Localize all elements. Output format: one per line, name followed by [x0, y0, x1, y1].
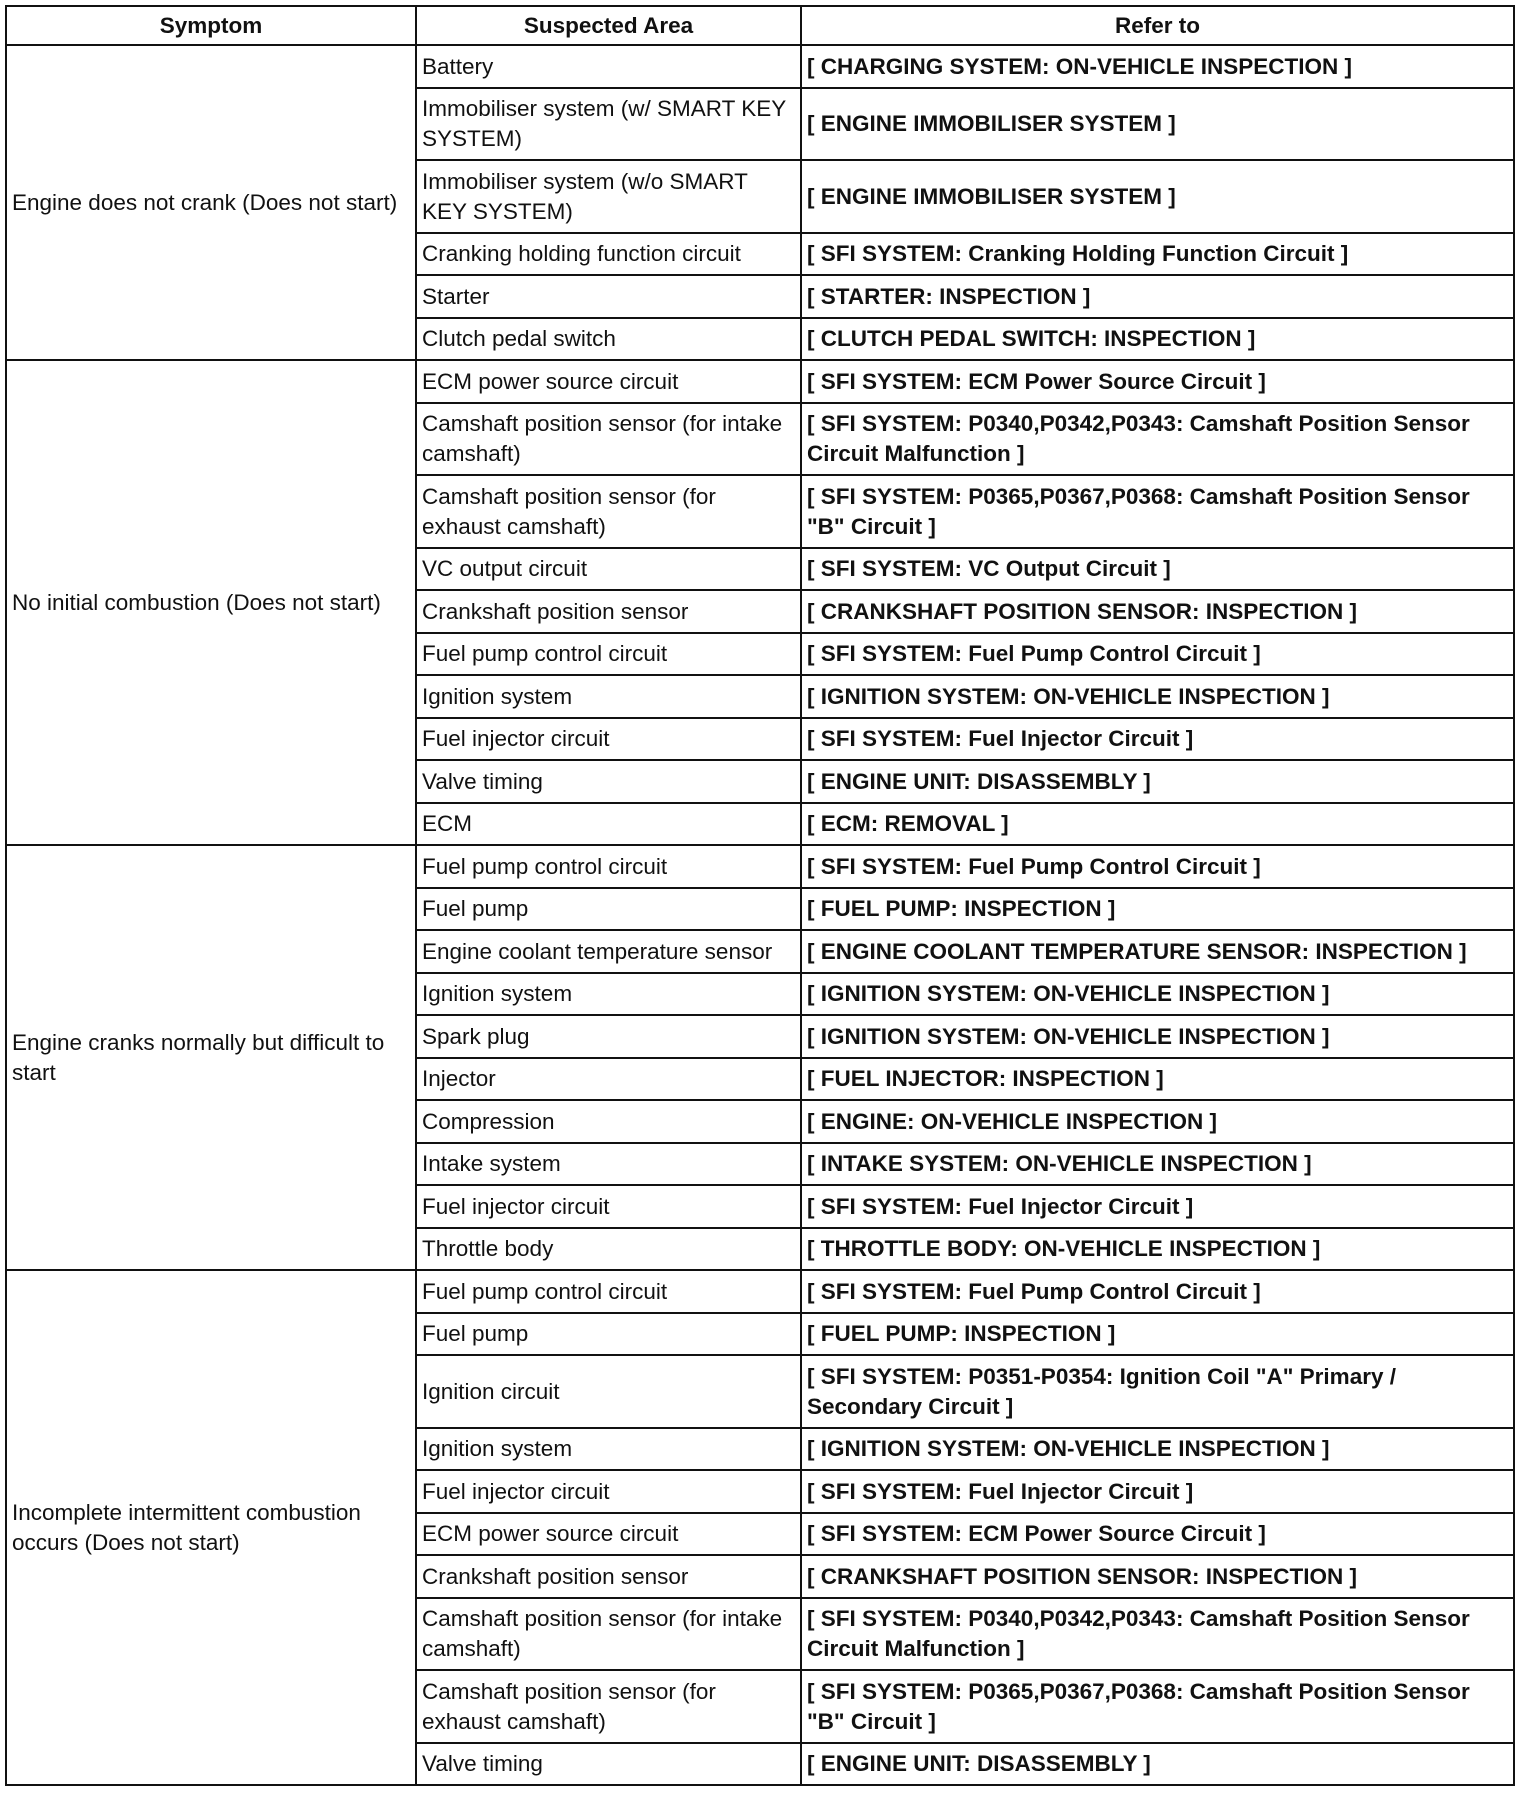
- refer-to-cell: [ ENGINE IMMOBILISER SYSTEM ]: [801, 88, 1514, 161]
- refer-to-cell: [ SFI SYSTEM: VC Output Circuit ]: [801, 548, 1514, 591]
- table-header-row: [6, 6, 1514, 45]
- suspected-area-cell: Ignition system: [416, 973, 801, 1016]
- suspected-area-cell: Battery: [416, 45, 801, 88]
- suspected-area-cell: Intake system: [416, 1143, 801, 1186]
- refer-to-cell: [ IGNITION SYSTEM: ON-VEHICLE INSPECTION ]: [801, 973, 1514, 1016]
- suspected-area-cell: Fuel pump control circuit: [416, 1270, 801, 1313]
- refer-to-cell: [ SFI SYSTEM: P0351-P0354: Ignition Coil "A" Primary / Secondary Circuit ]: [801, 1355, 1514, 1428]
- refer-to-cell: [ SFI SYSTEM: P0365,P0367,P0368: Camshaft Position Sensor "B" Circuit ]: [801, 475, 1514, 548]
- suspected-area-cell: Ignition system: [416, 1428, 801, 1471]
- suspected-area-cell: Immobiliser system (w/o SMART KEY SYSTEM): [416, 160, 801, 233]
- refer-to-cell: [ CRANKSHAFT POSITION SENSOR: INSPECTION ]: [801, 590, 1514, 633]
- refer-to-cell: [ ECM: REMOVAL ]: [801, 803, 1514, 846]
- suspected-area-cell: Camshaft position sensor (for exhaust camshaft): [416, 475, 801, 548]
- suspected-area-cell: Valve timing: [416, 1743, 801, 1786]
- suspected-area-cell: Fuel pump: [416, 888, 801, 931]
- refer-to-cell: [ ENGINE: ON-VEHICLE INSPECTION ]: [801, 1100, 1514, 1143]
- symptom-table: [5, 5, 1515, 1786]
- suspected-area-cell: Ignition circuit: [416, 1355, 801, 1428]
- symptom-cell: No initial combustion (Does not start): [6, 360, 416, 845]
- refer-to-cell: [ SFI SYSTEM: Fuel Pump Control Circuit ]: [801, 633, 1514, 676]
- refer-to-cell: [ CLUTCH PEDAL SWITCH: INSPECTION ]: [801, 318, 1514, 361]
- suspected-area-cell: Camshaft position sensor (for intake camshaft): [416, 1598, 801, 1671]
- refer-to-cell: [ SFI SYSTEM: P0340,P0342,P0343: Camshaft Position Sensor Circuit Malfunction ]: [801, 403, 1514, 476]
- refer-to-cell: [ SFI SYSTEM: ECM Power Source Circuit ]: [801, 360, 1514, 403]
- suspected-area-cell: Throttle body: [416, 1228, 801, 1271]
- suspected-area-cell: Fuel injector circuit: [416, 1185, 801, 1228]
- suspected-area-cell: Camshaft position sensor (for intake camshaft): [416, 403, 801, 476]
- suspected-area-cell: Fuel pump: [416, 1313, 801, 1356]
- suspected-area-cell: Crankshaft position sensor: [416, 590, 801, 633]
- refer-to-cell: [ ENGINE UNIT: DISASSEMBLY ]: [801, 1743, 1514, 1786]
- suspected-area-cell: Injector: [416, 1058, 801, 1101]
- refer-to-cell: [ THROTTLE BODY: ON-VEHICLE INSPECTION ]: [801, 1228, 1514, 1271]
- suspected-area-cell: Valve timing: [416, 760, 801, 803]
- suspected-area-cell: ECM power source circuit: [416, 1513, 801, 1556]
- suspected-area-cell: Immobiliser system (w/ SMART KEY SYSTEM): [416, 88, 801, 161]
- refer-to-cell: [ FUEL INJECTOR: INSPECTION ]: [801, 1058, 1514, 1101]
- suspected-area-cell: Fuel pump control circuit: [416, 633, 801, 676]
- header-symptom: Symptom: [6, 6, 416, 45]
- symptom-cell: Incomplete intermittent combustion occurs (Does not start): [6, 1270, 416, 1785]
- refer-to-cell: [ SFI SYSTEM: P0340,P0342,P0343: Camshaft Position Sensor Circuit Malfunction ]: [801, 1598, 1514, 1671]
- suspected-area-cell: Compression: [416, 1100, 801, 1143]
- refer-to-cell: [ SFI SYSTEM: Fuel Injector Circuit ]: [801, 1185, 1514, 1228]
- table-row: [6, 45, 1514, 88]
- table-row: [6, 360, 1514, 403]
- refer-to-cell: [ CHARGING SYSTEM: ON-VEHICLE INSPECTION ]: [801, 45, 1514, 88]
- suspected-area-cell: Ignition system: [416, 675, 801, 718]
- symptom-table-sheet: [5, 5, 1513, 1786]
- suspected-area-cell: Clutch pedal switch: [416, 318, 801, 361]
- refer-to-cell: [ IGNITION SYSTEM: ON-VEHICLE INSPECTION ]: [801, 675, 1514, 718]
- refer-to-cell: [ CRANKSHAFT POSITION SENSOR: INSPECTION ]: [801, 1555, 1514, 1598]
- refer-to-cell: [ IGNITION SYSTEM: ON-VEHICLE INSPECTION ]: [801, 1428, 1514, 1471]
- suspected-area-cell: Spark plug: [416, 1015, 801, 1058]
- table-body: [6, 45, 1514, 1785]
- refer-to-cell: [ ENGINE UNIT: DISASSEMBLY ]: [801, 760, 1514, 803]
- suspected-area-cell: VC output circuit: [416, 548, 801, 591]
- suspected-area-cell: Camshaft position sensor (for exhaust camshaft): [416, 1670, 801, 1743]
- suspected-area-cell: ECM: [416, 803, 801, 846]
- header-refer-to: Refer to: [801, 6, 1514, 45]
- suspected-area-cell: Fuel injector circuit: [416, 1470, 801, 1513]
- refer-to-cell: [ SFI SYSTEM: Fuel Injector Circuit ]: [801, 1470, 1514, 1513]
- header-suspected-area: Suspected Area: [416, 6, 801, 45]
- refer-to-cell: [ STARTER: INSPECTION ]: [801, 275, 1514, 318]
- suspected-area-cell: Fuel injector circuit: [416, 718, 801, 761]
- refer-to-cell: [ SFI SYSTEM: Fuel Injector Circuit ]: [801, 718, 1514, 761]
- refer-to-cell: [ ENGINE COOLANT TEMPERATURE SENSOR: INSPECTION ]: [801, 930, 1514, 973]
- refer-to-cell: [ SFI SYSTEM: P0365,P0367,P0368: Camshaft Position Sensor "B" Circuit ]: [801, 1670, 1514, 1743]
- refer-to-cell: [ IGNITION SYSTEM: ON-VEHICLE INSPECTION ]: [801, 1015, 1514, 1058]
- refer-to-cell: [ SFI SYSTEM: Fuel Pump Control Circuit ]: [801, 845, 1514, 888]
- suspected-area-cell: Engine coolant temperature sensor: [416, 930, 801, 973]
- symptom-cell: Engine cranks normally but difficult to start: [6, 845, 416, 1270]
- suspected-area-cell: Starter: [416, 275, 801, 318]
- refer-to-cell: [ SFI SYSTEM: Fuel Pump Control Circuit ]: [801, 1270, 1514, 1313]
- suspected-area-cell: Cranking holding function circuit: [416, 233, 801, 276]
- refer-to-cell: [ ENGINE IMMOBILISER SYSTEM ]: [801, 160, 1514, 233]
- symptom-cell: Engine does not crank (Does not start): [6, 45, 416, 360]
- suspected-area-cell: Fuel pump control circuit: [416, 845, 801, 888]
- table-row: [6, 845, 1514, 888]
- suspected-area-cell: Crankshaft position sensor: [416, 1555, 801, 1598]
- refer-to-cell: [ SFI SYSTEM: Cranking Holding Function Circuit ]: [801, 233, 1514, 276]
- refer-to-cell: [ INTAKE SYSTEM: ON-VEHICLE INSPECTION ]: [801, 1143, 1514, 1186]
- table-row: [6, 1270, 1514, 1313]
- refer-to-cell: [ SFI SYSTEM: ECM Power Source Circuit ]: [801, 1513, 1514, 1556]
- suspected-area-cell: ECM power source circuit: [416, 360, 801, 403]
- refer-to-cell: [ FUEL PUMP: INSPECTION ]: [801, 1313, 1514, 1356]
- refer-to-cell: [ FUEL PUMP: INSPECTION ]: [801, 888, 1514, 931]
